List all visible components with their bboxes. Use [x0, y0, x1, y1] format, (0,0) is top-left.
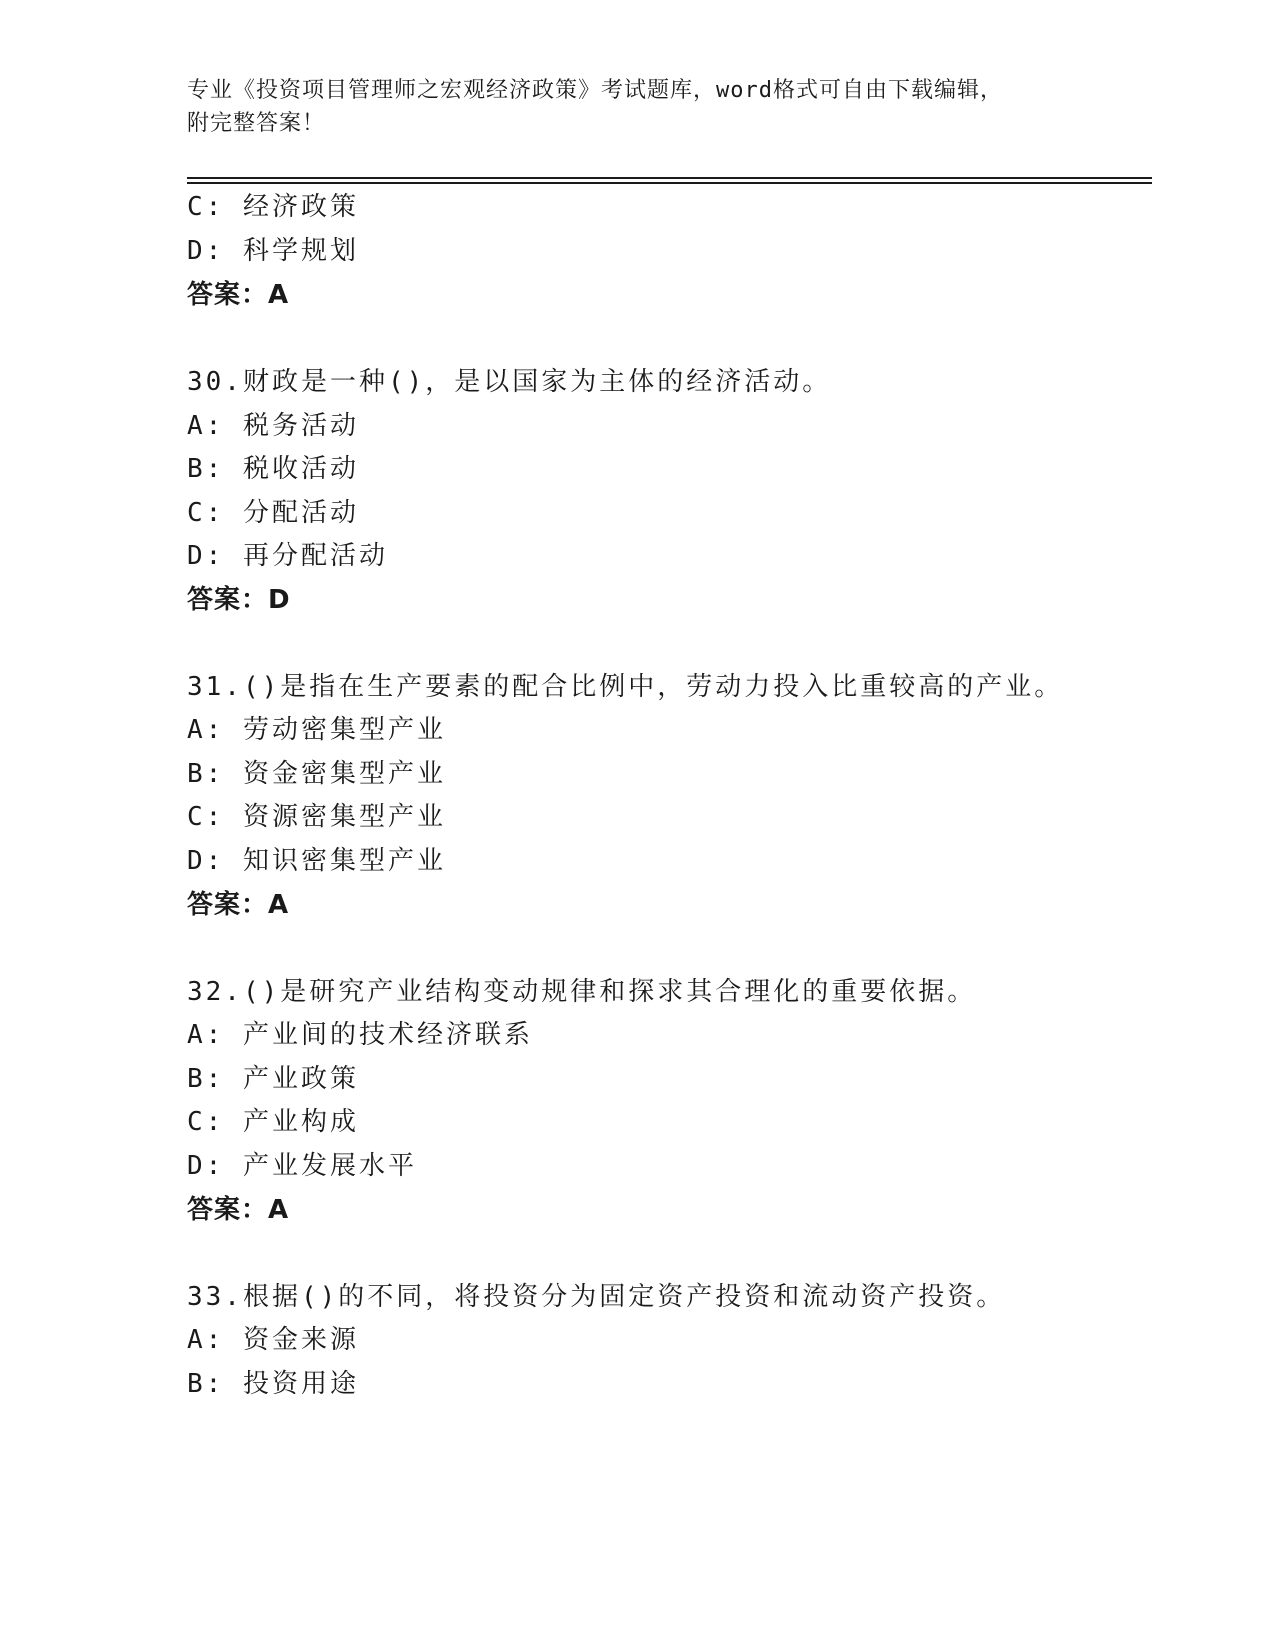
q30-option-d: D: 再分配活动	[187, 541, 388, 571]
q29-option-d: D: 科学规划	[187, 236, 359, 266]
header-line-1: 专业《投资项目管理师之宏观经济政策》考试题库，word格式可自由下载编辑，	[187, 78, 1003, 103]
q29-answer: 答案：A	[187, 280, 290, 310]
header-rule-top	[187, 177, 1152, 179]
q31-option-a: A: 劳动密集型产业	[187, 715, 446, 745]
q32-answer: 答案：A	[187, 1195, 290, 1225]
q31-option-d: D: 知识密集型产业	[187, 846, 446, 876]
header-rule-bottom	[187, 182, 1152, 184]
q32-option-c: C: 产业构成	[187, 1107, 359, 1137]
q31-option-c: C: 资源密集型产业	[187, 802, 446, 832]
page-header	[187, 74, 1067, 140]
q32-option-a: A: 产业间的技术经济联系	[187, 1020, 533, 1050]
q33-option-a: A: 资金来源	[187, 1325, 359, 1355]
q33-stem: 33.根据()的不同，将投资分为固定资产投资和流动资产投资。	[187, 1282, 1006, 1312]
q32-option-d: D: 产业发展水平	[187, 1151, 417, 1181]
q30-option-c: C: 分配活动	[187, 498, 359, 528]
q30-stem: 30.财政是一种()，是以国家为主体的经济活动。	[187, 367, 832, 397]
q31-answer: 答案：A	[187, 890, 290, 920]
q32-option-b: B: 产业政策	[187, 1064, 359, 1094]
q30-option-a: A: 税务活动	[187, 411, 359, 441]
q29-option-c: C: 经济政策	[187, 192, 359, 222]
q30-answer: 答案：D	[187, 585, 291, 615]
q31-stem: 31.()是指在生产要素的配合比例中，劳动力投入比重较高的产业。	[187, 672, 1064, 702]
header-line-2: 附完整答案！	[187, 111, 326, 136]
q30-option-b: B: 税收活动	[187, 454, 359, 484]
q31-option-b: B: 资金密集型产业	[187, 759, 446, 789]
q33-option-b: B: 投资用途	[187, 1369, 359, 1399]
q32-stem: 32.()是研究产业结构变动规律和探求其合理化的重要依据。	[187, 977, 977, 1007]
